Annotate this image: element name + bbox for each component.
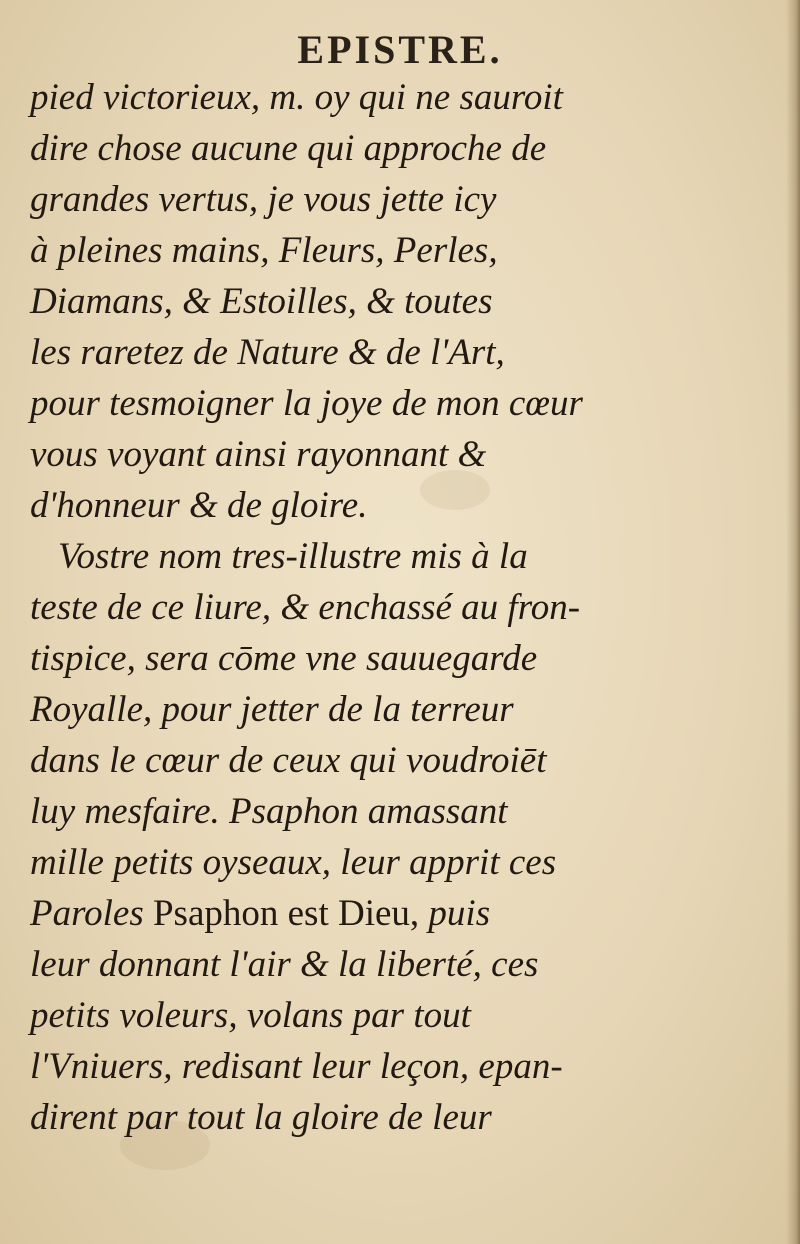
text-line: Vostre nom tres-illustre mis à la — [58, 536, 528, 577]
text-line: mille petits oyseaux, leur apprit ces — [30, 842, 557, 883]
roman-segment: Psaphon est Dieu, — [152, 893, 420, 934]
text-line: teste de ce liure, & enchassé au fron- — [30, 587, 581, 628]
text-line-mixed — [30, 888, 630, 939]
text-line: dire chose aucune qui approche de — [30, 128, 547, 169]
italic-segment: Paroles — [30, 893, 144, 934]
running-head: EPISTRE. — [297, 27, 503, 72]
text-line: vous voyant ainsi rayonnant & — [30, 434, 487, 475]
text-line: grandes vertus, je vous jette icy — [30, 179, 497, 220]
text-line: à pleines mains, Fleurs, Perles, — [30, 230, 498, 271]
text-line: petits voleurs, volans par tout — [30, 995, 471, 1036]
text-line: leur donnant l'air & la liberté, ces — [30, 944, 539, 985]
text-line: dans le cœur de ceux qui voudroiēt — [30, 740, 547, 781]
text-line: luy mesfaire. Psaphon amassant — [30, 791, 508, 832]
text-line: l'Vniuers, redisant leur leçon, epan- — [30, 1046, 563, 1087]
text-line: tispice, sera cōme vne sauuegarde — [30, 638, 538, 679]
text-line: pied victorieux, m. oy qui ne sauroit — [30, 77, 563, 118]
text-line: les raretez de Nature & de l'Art, — [30, 332, 505, 373]
text-line: d'honneur & de gloire. — [30, 485, 368, 526]
text-line: Royalle, pour jetter de la terreur — [30, 689, 514, 730]
italic-segment: puis — [428, 893, 491, 934]
body-text — [30, 72, 630, 1143]
text-line: pour tesmoigner la joye de mon cœur — [30, 383, 583, 424]
page-edge-shadow — [786, 0, 800, 1244]
text-line: dirent par tout la gloire de leur — [30, 1097, 492, 1138]
text-line: Diamans, & Estoilles, & toutes — [30, 281, 493, 322]
